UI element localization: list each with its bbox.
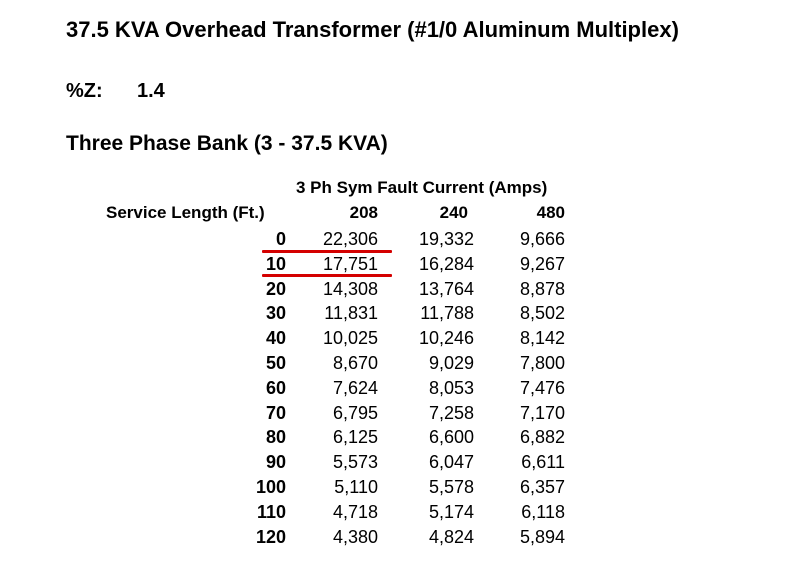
highlight-underline-row-0 bbox=[262, 250, 392, 253]
fault-current-table bbox=[0, 228, 800, 550]
impedance-label: %Z: bbox=[66, 80, 103, 102]
fault-current-240-cell: 6,600 bbox=[428, 427, 474, 448]
service-length-cell: 120 bbox=[255, 526, 286, 547]
fault-current-208-cell: 5,573 bbox=[332, 452, 378, 473]
service-length-cell: 0 bbox=[275, 229, 286, 249]
service-length-cell: 70 bbox=[265, 402, 286, 423]
fault-current-480-cell: 7,170 bbox=[519, 402, 565, 423]
fault-current-480-cell: 6,118 bbox=[521, 501, 565, 522]
fault-current-208-cell: 6,125 bbox=[332, 427, 378, 448]
fault-current-240-cell: 7,258 bbox=[428, 402, 474, 423]
fault-current-480-cell: 8,502 bbox=[519, 303, 565, 324]
fault-current-208-cell: 8,670 bbox=[332, 352, 378, 373]
table-row bbox=[0, 526, 800, 551]
fault-current-208-cell: 10,025 bbox=[322, 328, 378, 349]
fault-current-240-cell: 9,029 bbox=[428, 352, 474, 373]
fault-current-480-cell: 7,476 bbox=[519, 377, 565, 398]
column-header-240: 240 bbox=[439, 203, 468, 222]
fault-current-208-cell: 6,795 bbox=[332, 402, 378, 423]
table-row bbox=[0, 228, 800, 253]
fault-current-480-cell: 7,800 bbox=[519, 352, 565, 373]
fault-current-240-cell: 16,284 bbox=[418, 253, 474, 274]
table-row bbox=[0, 253, 800, 278]
table-row bbox=[0, 451, 800, 476]
fault-current-480-cell: 6,611 bbox=[521, 452, 565, 473]
service-length-cell: 20 bbox=[265, 278, 286, 299]
fault-current-208-cell: 11,831 bbox=[324, 303, 378, 324]
fault-current-240-cell: 6,047 bbox=[428, 452, 474, 473]
table-row bbox=[0, 501, 800, 526]
fault-current-480-cell: 6,882 bbox=[519, 427, 565, 448]
table-row bbox=[0, 377, 800, 402]
table-row bbox=[0, 278, 800, 303]
fault-current-240-cell: 5,174 bbox=[428, 501, 474, 522]
service-length-cell: 90 bbox=[265, 452, 286, 473]
service-length-cell: 60 bbox=[265, 377, 286, 398]
document-title: 37.5 KVA Overhead Transformer (#1/0 Aluminum Multiplex) bbox=[66, 17, 679, 42]
fault-current-480-cell: 6,357 bbox=[519, 476, 565, 497]
column-header-208: 208 bbox=[349, 203, 378, 222]
fault-current-240-cell: 4,824 bbox=[428, 526, 474, 547]
service-length-cell: 80 bbox=[265, 427, 286, 448]
fault-current-480-cell: 5,894 bbox=[519, 526, 565, 547]
fault-current-240-cell: 5,578 bbox=[428, 476, 474, 497]
fault-current-208-cell: 5,110 bbox=[334, 476, 378, 497]
service-length-header: Service Length (Ft.) bbox=[106, 203, 265, 222]
bank-title: Three Phase Bank (3 - 37.5 KVA) bbox=[66, 132, 388, 155]
fault-current-480-cell: 9,267 bbox=[519, 253, 565, 274]
fault-current-208-cell: 14,308 bbox=[322, 278, 378, 299]
table-row bbox=[0, 352, 800, 377]
fault-current-240-cell: 10,246 bbox=[418, 328, 474, 349]
fault-current-480-cell: 8,878 bbox=[519, 278, 565, 299]
service-length-cell: 30 bbox=[265, 303, 286, 324]
table-row bbox=[0, 402, 800, 427]
service-length-cell: 110 bbox=[256, 501, 286, 522]
service-length-cell: 50 bbox=[265, 352, 286, 373]
fault-current-group-header: 3 Ph Sym Fault Current (Amps) bbox=[296, 178, 548, 197]
fault-current-208-cell: 22,306 bbox=[322, 229, 378, 249]
fault-current-208-cell: 17,751 bbox=[322, 253, 378, 274]
service-length-cell: 40 bbox=[265, 328, 286, 349]
fault-current-480-cell: 9,666 bbox=[519, 229, 565, 249]
fault-current-480-cell: 8,142 bbox=[519, 328, 565, 349]
fault-current-240-cell: 13,764 bbox=[418, 278, 474, 299]
fault-current-240-cell: 8,053 bbox=[428, 377, 474, 398]
table-row bbox=[0, 327, 800, 352]
impedance-value: 1.4 bbox=[137, 80, 165, 102]
fault-current-208-cell: 7,624 bbox=[332, 377, 378, 398]
fault-current-240-cell: 11,788 bbox=[420, 303, 474, 324]
table-row bbox=[0, 476, 800, 501]
column-header-480: 480 bbox=[536, 203, 565, 222]
fault-current-208-cell: 4,718 bbox=[332, 501, 378, 522]
service-length-cell: 100 bbox=[255, 476, 286, 497]
fault-current-240-cell: 19,332 bbox=[418, 229, 474, 249]
service-length-cell: 10 bbox=[265, 253, 286, 274]
fault-current-208-cell: 4,380 bbox=[332, 526, 378, 547]
table-row bbox=[0, 302, 800, 327]
table-row bbox=[0, 426, 800, 451]
highlight-underline-row-10 bbox=[262, 274, 392, 277]
